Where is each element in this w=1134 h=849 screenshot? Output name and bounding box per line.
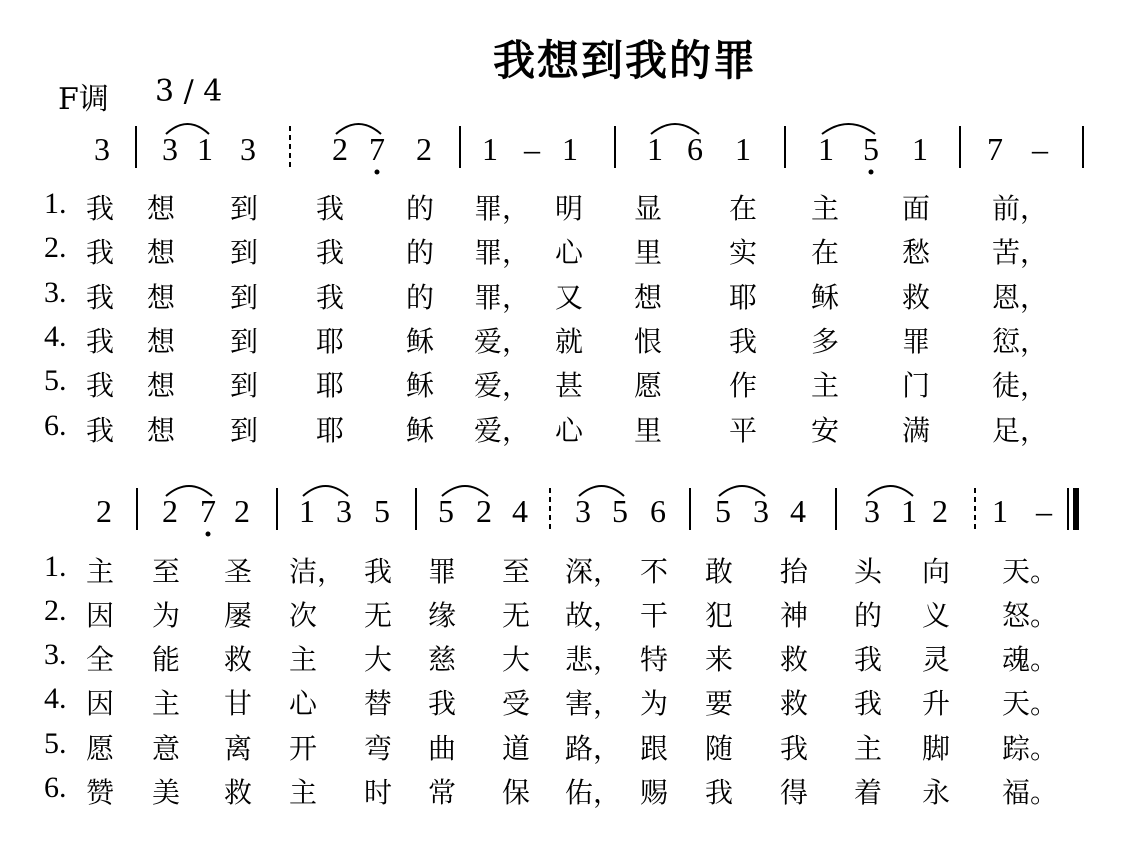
lyric-syllable: 头 <box>854 555 883 588</box>
line1-note: 1 <box>482 131 498 167</box>
lyric-syllable: 犯 <box>705 599 734 632</box>
lyric-syllable: 作 <box>729 369 758 402</box>
lyric-syllable: 全 <box>86 643 115 676</box>
lyric-syllable: 道 <box>502 732 531 765</box>
lyric-syllable: 因 <box>86 687 115 720</box>
lyric-syllable: 无 <box>364 599 393 632</box>
line2-note: 1 <box>299 493 315 529</box>
lyric-syllable: 愿 <box>634 369 663 402</box>
lyric-syllable: 我 <box>854 687 883 720</box>
verse-number: 3. <box>44 638 67 671</box>
line2-note: 2 <box>476 493 492 529</box>
lyric-syllable: 甚 <box>555 369 584 402</box>
lyric-syllable: 敢 <box>705 555 734 588</box>
lyric-syllable: 离 <box>224 732 253 765</box>
lyric-syllable: 要 <box>705 687 734 720</box>
lyric-syllable: 不 <box>640 555 669 588</box>
score-line-1 <box>94 124 1083 175</box>
lyric-syllable: 救 <box>224 776 253 809</box>
line2-note: 5 <box>374 493 390 529</box>
lyric-syllable: 稣 <box>811 281 840 314</box>
lyric-syllable: 想 <box>147 414 176 447</box>
lyric-syllable: 至 <box>502 555 531 588</box>
lyric-syllable: 显 <box>634 192 663 225</box>
lyric-syllable: 我 <box>86 414 115 447</box>
lyric-syllable: 罪 <box>428 555 457 588</box>
lyric-syllable: 得 <box>780 776 809 809</box>
lyric-syllable: 爱， <box>474 325 531 358</box>
lyric-syllable: 想 <box>147 325 176 358</box>
lyric-syllable: 罪 <box>902 325 931 358</box>
lyric-syllable: 为 <box>152 599 181 632</box>
lyric-syllable: 意 <box>152 732 181 765</box>
lyric-syllable: 大 <box>364 643 393 676</box>
lyric-syllable: 多 <box>811 325 840 358</box>
lyric-syllable: 救 <box>780 643 809 676</box>
line1-low-octave-dot <box>869 170 874 175</box>
song-title: 我想到我的罪 <box>492 36 757 85</box>
lyric-syllable: 常 <box>428 776 457 809</box>
lyric-syllable: 耶 <box>316 325 345 358</box>
lyric-syllable: 故， <box>565 599 622 632</box>
lyric-syllable: 里 <box>634 236 663 269</box>
lyric-syllable: 主 <box>152 687 181 720</box>
lyric-syllable: 我 <box>364 555 393 588</box>
lyric-syllable: 实 <box>729 236 758 269</box>
lyric-syllable: 缘 <box>428 599 457 632</box>
lyric-syllable: 救 <box>902 281 931 314</box>
lyric-syllable: 主 <box>86 555 115 588</box>
lyric-syllable: 明 <box>555 192 584 225</box>
lyric-syllable: 主 <box>289 643 318 676</box>
lyric-syllable: 罪， <box>474 281 531 314</box>
lyric-syllable: 到 <box>230 192 259 225</box>
lyric-syllable: 稣 <box>406 369 435 402</box>
lyric-syllable: 罪， <box>474 192 531 225</box>
lyric-syllable: 想 <box>634 281 663 314</box>
lyric-syllable: 我 <box>729 325 758 358</box>
lyric-syllable: 恩， <box>992 281 1049 314</box>
verse-number: 5. <box>44 727 67 760</box>
lyric-syllable: 愁 <box>902 236 931 269</box>
line1-note: 1 <box>818 131 834 167</box>
lyric-syllable: 美 <box>152 776 181 809</box>
lyric-syllable: 干 <box>640 599 669 632</box>
lyric-syllable: 的 <box>406 281 435 314</box>
lyric-syllable: 到 <box>230 281 259 314</box>
lyric-syllable: 赐 <box>640 776 669 809</box>
lyric-syllable: 心 <box>555 236 584 269</box>
lyric-syllable: 救 <box>224 643 253 676</box>
line1-note: 2 <box>416 131 432 167</box>
lyric-syllable: 稣 <box>406 325 435 358</box>
lyric-syllable: 为 <box>640 687 669 720</box>
lyric-syllable: 永 <box>922 776 951 809</box>
lyric-syllable: 的 <box>406 192 435 225</box>
line2-note: 5 <box>438 493 454 529</box>
lyric-syllable: 路， <box>565 732 622 765</box>
lyric-syllable: 苦， <box>992 236 1049 269</box>
line2-note: 3 <box>753 493 769 529</box>
verse-number: 1. <box>44 550 67 583</box>
line1-note: 7 <box>369 131 385 167</box>
line1-note: 7 <box>987 131 1003 167</box>
lyric-syllable: 爱， <box>474 414 531 447</box>
lyric-syllable: 升 <box>922 687 951 720</box>
verse-number: 1. <box>44 187 67 220</box>
lyric-syllable: 稣 <box>406 414 435 447</box>
lyric-syllable: 时 <box>364 776 393 809</box>
line1-note: 3 <box>240 131 256 167</box>
line1-note: 3 <box>94 131 110 167</box>
lyric-syllable: 我 <box>705 776 734 809</box>
line2-low-octave-dot <box>206 532 211 537</box>
lyric-syllable: 开 <box>289 732 318 765</box>
line1-note: 1 <box>735 131 751 167</box>
lyric-syllable: 主 <box>289 776 318 809</box>
lyric-syllable: 保 <box>502 776 531 809</box>
lyric-syllable: 我 <box>316 192 345 225</box>
lyric-syllable: 魂。 <box>1002 643 1059 676</box>
lyric-syllable: 踪。 <box>1002 732 1059 765</box>
lyric-syllable: 愆， <box>992 325 1049 358</box>
line2-note: 2 <box>162 493 178 529</box>
verse-number: 5. <box>44 364 67 397</box>
lyric-syllable: 无 <box>502 599 531 632</box>
verse-number: 6. <box>44 409 67 442</box>
lyric-syllable: 害， <box>565 687 622 720</box>
line1-note: 1 <box>912 131 928 167</box>
line1-note: 5 <box>863 131 879 167</box>
line2-note: 4 <box>790 493 806 529</box>
verse-number: 3. <box>44 276 67 309</box>
line2-note: 2 <box>932 493 948 529</box>
lyric-syllable: 心 <box>555 414 584 447</box>
lyric-syllable: 到 <box>230 325 259 358</box>
line2-note: 5 <box>612 493 628 529</box>
line2-note: 7 <box>200 493 216 529</box>
lyric-syllable: 我 <box>854 643 883 676</box>
verse-number: 4. <box>44 320 67 353</box>
lyric-syllable: 天。 <box>1002 687 1059 720</box>
lyric-syllable: 义 <box>922 599 951 632</box>
lyric-syllable: 门 <box>902 369 931 402</box>
lyric-syllable: 我 <box>86 236 115 269</box>
lyric-syllable: 向 <box>922 555 951 588</box>
lyric-syllable: 大 <box>502 643 531 676</box>
lyric-syllable: 替 <box>364 687 393 720</box>
lyric-syllable: 主 <box>854 732 883 765</box>
line2-note: 3 <box>575 493 591 529</box>
lyric-syllable: 神 <box>780 599 809 632</box>
lyric-syllable: 爱， <box>474 369 531 402</box>
line1-note: – <box>524 131 540 167</box>
lyric-syllable: 怒。 <box>1002 599 1059 632</box>
verse-number: 2. <box>44 594 67 627</box>
lyric-syllable: 主 <box>811 192 840 225</box>
lyric-syllable: 耶 <box>316 369 345 402</box>
lyric-syllable: 赞 <box>86 776 115 809</box>
lyric-syllable: 我 <box>86 281 115 314</box>
lyric-syllable: 就 <box>555 325 584 358</box>
lyric-syllable: 天。 <box>1002 555 1059 588</box>
lyric-syllable: 灵 <box>922 643 951 676</box>
lyric-syllable: 安 <box>811 414 840 447</box>
lyric-syllable: 抬 <box>780 555 809 588</box>
lyric-syllable: 徒， <box>992 369 1049 402</box>
lyric-syllable: 心 <box>289 687 318 720</box>
lyric-syllable: 甘 <box>224 687 253 720</box>
lyric-syllable: 来 <box>705 643 734 676</box>
lyric-syllable: 恨 <box>634 325 663 358</box>
lyric-syllable: 次 <box>289 599 318 632</box>
lyric-syllable: 想 <box>147 236 176 269</box>
line1-note: 2 <box>332 131 348 167</box>
lyric-syllable: 想 <box>147 369 176 402</box>
lyric-syllable: 随 <box>705 732 734 765</box>
lyric-syllable: 在 <box>811 236 840 269</box>
lyric-syllable: 特 <box>640 643 669 676</box>
lyric-syllable: 脚 <box>922 732 951 765</box>
lyric-syllable: 又 <box>555 281 584 314</box>
lyric-syllable: 愿 <box>86 732 115 765</box>
lyric-syllable: 因 <box>86 599 115 632</box>
score-line-2 <box>96 486 1076 537</box>
line2-note: 2 <box>234 493 250 529</box>
lyric-syllable: 跟 <box>640 732 669 765</box>
lyric-syllable: 耶 <box>729 281 758 314</box>
line2-note: – <box>1036 493 1052 529</box>
lyric-syllable: 洁， <box>289 555 346 588</box>
lyric-syllable: 悲， <box>565 643 622 676</box>
line1-note: 1 <box>197 131 213 167</box>
lyric-syllable: 我 <box>316 236 345 269</box>
lyric-syllable: 到 <box>230 369 259 402</box>
lyric-syllable: 圣 <box>224 555 253 588</box>
lyric-syllable: 罪， <box>474 236 531 269</box>
lyric-syllable: 福。 <box>1002 776 1059 809</box>
lyric-syllable: 里 <box>634 414 663 447</box>
lyric-syllable: 弯 <box>364 732 393 765</box>
lyric-syllable: 面 <box>902 192 931 225</box>
line1-note: 6 <box>687 131 703 167</box>
line1-note: 1 <box>647 131 663 167</box>
lyric-syllable: 救 <box>780 687 809 720</box>
lyric-syllable: 着 <box>854 776 883 809</box>
lyric-syllable: 我 <box>86 192 115 225</box>
lyric-syllable: 平 <box>729 414 758 447</box>
lyric-syllable: 我 <box>780 732 809 765</box>
lyric-syllable: 的 <box>854 599 883 632</box>
lyric-syllable: 的 <box>406 236 435 269</box>
line2-note: 6 <box>650 493 666 529</box>
line2-note: 4 <box>512 493 528 529</box>
verse-number: 4. <box>44 682 67 715</box>
lyric-syllable: 曲 <box>428 732 457 765</box>
key-signature: F调 <box>58 82 109 117</box>
line2-note: 5 <box>715 493 731 529</box>
line2-note: 3 <box>336 493 352 529</box>
line2-note: 1 <box>901 493 917 529</box>
lyric-syllable: 我 <box>316 281 345 314</box>
time-signature: 3 / 4 <box>155 74 223 109</box>
line1-note: – <box>1032 131 1048 167</box>
lyric-syllable: 深， <box>565 555 622 588</box>
lyric-syllable: 至 <box>152 555 181 588</box>
lyric-syllable: 慈 <box>428 643 457 676</box>
lyric-syllable: 到 <box>230 414 259 447</box>
line1-note: 3 <box>162 131 178 167</box>
lyric-syllable: 我 <box>86 325 115 358</box>
lyric-syllable: 在 <box>729 192 758 225</box>
lyric-syllable: 想 <box>147 281 176 314</box>
line2-note: 1 <box>992 493 1008 529</box>
lyric-syllable: 想 <box>147 192 176 225</box>
lyric-syllable: 耶 <box>316 414 345 447</box>
lyric-syllable: 我 <box>86 369 115 402</box>
lyric-syllable: 屡 <box>224 599 253 632</box>
line1-note: 1 <box>562 131 578 167</box>
lyric-syllable: 我 <box>428 687 457 720</box>
verse-number: 2. <box>44 231 67 264</box>
line2-note: 2 <box>96 493 112 529</box>
lyric-syllable: 佑， <box>565 776 622 809</box>
lyric-syllable: 满 <box>902 414 931 447</box>
line1-low-octave-dot <box>375 170 380 175</box>
lyric-syllable: 主 <box>811 369 840 402</box>
lyric-syllable: 到 <box>230 236 259 269</box>
lyric-syllable: 前， <box>992 192 1049 225</box>
line2-note: 3 <box>864 493 880 529</box>
lyric-syllable: 足， <box>992 414 1049 447</box>
lyric-syllable: 能 <box>152 643 181 676</box>
lyric-syllable: 受 <box>502 687 531 720</box>
verse-number: 6. <box>44 771 67 804</box>
